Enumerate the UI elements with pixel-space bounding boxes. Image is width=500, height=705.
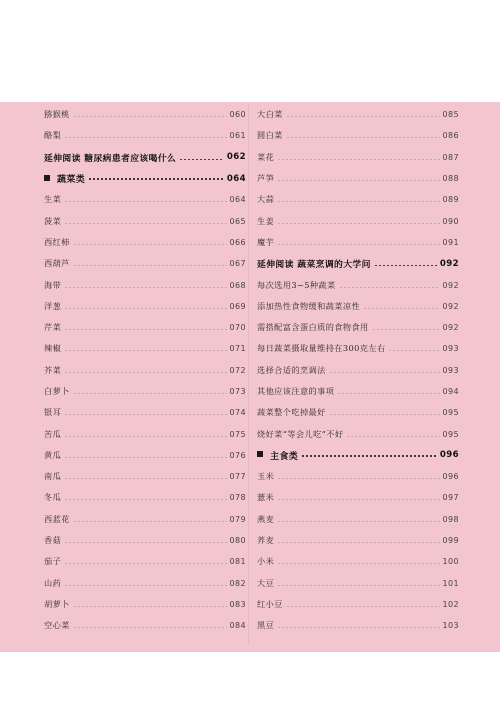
- dot-leader: [73, 606, 227, 607]
- toc-section-heading[interactable]: [44, 168, 246, 189]
- toc-page-number: 092: [442, 301, 459, 311]
- dot-leader: [363, 308, 439, 309]
- toc-entry[interactable]: [44, 487, 246, 508]
- toc-page-number: 085: [442, 110, 459, 120]
- toc-page-number: 100: [442, 557, 459, 567]
- toc-page-number: 066: [229, 237, 246, 247]
- toc-entry-label: 荞麦: [257, 535, 275, 546]
- toc-page-number: 084: [229, 621, 246, 631]
- toc-entry-label: 芥菜: [44, 364, 62, 375]
- toc-entry[interactable]: [44, 360, 246, 381]
- dot-leader: [88, 178, 224, 179]
- toc-entry[interactable]: [44, 423, 246, 444]
- toc-entry-label: 酪梨: [44, 130, 62, 141]
- toc-entry-label: 延伸阅读 糖尿病患者应该喝什么: [44, 153, 177, 164]
- toc-page-number: 099: [442, 536, 459, 546]
- toc-page-number: 080: [229, 536, 246, 546]
- dot-leader: [73, 521, 227, 522]
- toc-entry[interactable]: [257, 402, 459, 423]
- dot-leader: [64, 542, 226, 543]
- toc-extended-reading-entry[interactable]: [257, 253, 459, 274]
- toc-entry-label: 烧好菜“等会儿吃”不好: [257, 428, 344, 439]
- toc-entry-label: 燕麦: [257, 513, 275, 524]
- dot-leader: [388, 350, 439, 351]
- toc-entry[interactable]: [257, 296, 459, 317]
- toc-entry[interactable]: [257, 168, 459, 189]
- toc-entry[interactable]: [44, 338, 246, 359]
- dot-leader: [64, 308, 226, 309]
- toc-right-column: [257, 104, 459, 636]
- dot-leader: [277, 521, 439, 522]
- dot-leader: [64, 350, 226, 351]
- toc-entry-label: 红小豆: [257, 598, 283, 609]
- toc-entry-label: 黄瓜: [44, 449, 62, 460]
- toc-page-number: 061: [229, 131, 246, 141]
- toc-page-number: 068: [229, 280, 246, 290]
- toc-entry-label: 其他应该注意的事项: [257, 386, 335, 396]
- toc-entry[interactable]: [257, 210, 459, 231]
- dot-leader: [277, 180, 439, 181]
- toc-entry-label: 白萝卜: [44, 386, 70, 396]
- toc-entry-label: 延伸阅读 蔬菜烹调的大学问: [257, 260, 371, 271]
- toc-entry-label: 生菜: [44, 194, 62, 205]
- toc-page-number: 102: [442, 599, 459, 609]
- toc-page-number: 098: [442, 514, 459, 524]
- toc-entry[interactable]: [257, 189, 459, 210]
- toc-page-number: 062: [226, 152, 246, 163]
- dot-leader: [179, 159, 224, 160]
- toc-entry[interactable]: [44, 509, 246, 530]
- toc-entry-label: 菠菜: [44, 215, 62, 226]
- toc-entry-label: 魔芋: [257, 236, 275, 247]
- toc-entry-label: 蔬菜类: [57, 175, 86, 186]
- dot-leader: [64, 436, 226, 437]
- toc-page-number: 067: [229, 259, 246, 269]
- dot-leader: [337, 393, 439, 394]
- toc-page-number: 070: [229, 323, 246, 333]
- toc-entry-label: 薏米: [257, 492, 275, 503]
- dot-leader: [64, 478, 226, 479]
- toc-entry[interactable]: [257, 509, 459, 530]
- toc-entry-label: 蔬菜整个吃掉最好: [257, 407, 326, 418]
- toc-entry-label: 冬瓜: [44, 492, 62, 503]
- toc-entry-label: 猕猴桃: [44, 109, 70, 120]
- dot-leader: [372, 329, 440, 330]
- toc-entry-label: 西红柿: [44, 236, 70, 247]
- dot-leader: [339, 287, 440, 288]
- toc-entry[interactable]: [257, 317, 459, 338]
- toc-entry-label: 芹菜: [44, 322, 62, 333]
- dot-leader: [286, 116, 440, 117]
- dot-leader: [277, 627, 439, 628]
- toc-entry-label: 香菇: [44, 535, 62, 546]
- toc-left-column: [44, 104, 246, 636]
- toc-entry-label: 茄子: [44, 556, 62, 567]
- toc-entry-label: 山药: [44, 577, 62, 588]
- toc-page-number: 092: [439, 258, 459, 269]
- toc-page-number: 069: [229, 301, 246, 311]
- toc-entry[interactable]: [257, 487, 459, 508]
- dot-leader: [346, 436, 439, 437]
- toc-page-number: 091: [442, 237, 459, 247]
- toc-entry-label: 大蒜: [257, 194, 275, 205]
- toc-page-number: 089: [442, 195, 459, 205]
- toc-page-number: 092: [442, 280, 459, 290]
- toc-entry-label: 空心菜: [44, 620, 70, 631]
- dot-leader: [64, 585, 226, 586]
- toc-entry[interactable]: [257, 274, 459, 295]
- toc-entry-label: 添加热性食物缓和蔬菜凉性: [257, 300, 361, 311]
- toc-page-number: 075: [229, 429, 246, 439]
- toc-entry-label: 每次选用3~5种蔬菜: [257, 279, 336, 290]
- dot-leader: [277, 542, 439, 543]
- toc-entry-label: 生姜: [257, 215, 275, 226]
- toc-entry[interactable]: [44, 189, 246, 210]
- toc-entry[interactable]: [257, 594, 459, 615]
- dot-leader: [277, 201, 439, 202]
- toc-page-number: 093: [442, 344, 459, 354]
- toc-entry[interactable]: [44, 530, 246, 551]
- toc-entry[interactable]: [44, 210, 246, 231]
- toc-page-number: 060: [229, 110, 246, 120]
- toc-entry[interactable]: [257, 125, 459, 146]
- toc-entry-label: 辣椒: [44, 343, 62, 354]
- toc-entry-label: 银耳: [44, 407, 62, 418]
- toc-entry-label: 圆白菜: [257, 130, 283, 141]
- dot-leader: [277, 159, 439, 160]
- toc-page-number: 088: [442, 174, 459, 184]
- toc-entry-label: 菜花: [257, 151, 275, 162]
- toc-page-number: 090: [442, 216, 459, 226]
- toc-section-heading[interactable]: [257, 445, 459, 466]
- dot-leader: [301, 455, 437, 456]
- toc-entry[interactable]: [44, 551, 246, 572]
- toc-page-number: 082: [229, 578, 246, 588]
- toc-entry[interactable]: [257, 232, 459, 253]
- toc-entry[interactable]: [257, 381, 459, 402]
- dot-leader: [277, 244, 439, 245]
- toc-entry[interactable]: [44, 253, 246, 274]
- toc-entry[interactable]: [257, 423, 459, 444]
- toc-entry-label: 大白菜: [257, 109, 283, 120]
- toc-page-number: 094: [442, 387, 459, 396]
- dot-leader: [277, 563, 439, 564]
- toc-page-number: 092: [442, 323, 459, 333]
- toc-entry-label: 黑豆: [257, 620, 275, 631]
- dot-leader: [329, 414, 440, 415]
- toc-entry[interactable]: [44, 573, 246, 594]
- toc-entry[interactable]: [44, 402, 246, 423]
- toc-page-number: 087: [442, 152, 459, 162]
- toc-page-number: 103: [442, 621, 459, 631]
- toc-page-number: 064: [229, 195, 246, 205]
- toc-entry-label: 南瓜: [44, 471, 62, 482]
- toc-page-number: 086: [442, 131, 459, 141]
- toc-entry[interactable]: [257, 147, 459, 168]
- toc-page-number: 081: [229, 557, 246, 567]
- dot-leader: [277, 585, 439, 586]
- toc-entry[interactable]: [44, 594, 246, 615]
- toc-entry-label: 海带: [44, 279, 62, 290]
- toc-page-number: 071: [229, 344, 246, 354]
- toc-entry[interactable]: [257, 615, 459, 636]
- toc-entry[interactable]: [44, 125, 246, 146]
- toc-page-number: 101: [442, 578, 459, 588]
- toc-entry[interactable]: [257, 104, 459, 125]
- dot-leader: [64, 137, 226, 138]
- section-square-icon: [44, 175, 50, 181]
- toc-entry[interactable]: [257, 530, 459, 551]
- dot-leader: [277, 478, 439, 479]
- dot-leader: [64, 329, 226, 330]
- dot-leader: [286, 606, 440, 607]
- toc-entry-label: 苦瓜: [44, 428, 62, 439]
- toc-entry-label: 小米: [257, 556, 275, 567]
- toc-entry-label: 主食类: [270, 451, 299, 462]
- dot-leader: [64, 457, 226, 458]
- section-square-icon: [257, 451, 263, 457]
- toc-entry[interactable]: [44, 381, 246, 402]
- toc-page-number: 073: [229, 387, 246, 396]
- dot-leader: [64, 287, 226, 288]
- toc-page-number: 093: [442, 365, 459, 375]
- toc-entry-label: 需搭配富含蛋白质的食物食用: [257, 322, 369, 333]
- toc-entry[interactable]: [257, 338, 459, 359]
- toc-entry-label: 洋葱: [44, 300, 62, 311]
- dot-leader: [277, 223, 439, 224]
- dot-leader: [64, 414, 226, 415]
- toc-page-number: 076: [229, 450, 246, 460]
- toc-entry[interactable]: [44, 317, 246, 338]
- toc-entry[interactable]: [44, 232, 246, 253]
- toc-entry[interactable]: [257, 551, 459, 572]
- toc-entry[interactable]: [44, 466, 246, 487]
- toc-page-number: 072: [229, 365, 246, 375]
- dot-leader: [64, 563, 226, 564]
- dot-leader: [286, 137, 440, 138]
- toc-entry-label: 每日蔬菜摄取量维持在300克左右: [257, 343, 386, 354]
- toc-entry-label: 玉米: [257, 471, 275, 482]
- toc-page-number: 074: [229, 408, 246, 418]
- toc-page-number: 065: [229, 216, 246, 226]
- dot-leader: [374, 265, 437, 266]
- toc-entry[interactable]: [257, 573, 459, 594]
- dot-leader: [73, 627, 227, 628]
- dot-leader: [277, 499, 439, 500]
- toc-entry-label: 西葫芦: [44, 258, 70, 269]
- dot-leader: [64, 201, 226, 202]
- toc-entry-label: 芦笋: [257, 173, 275, 184]
- toc-page-number: 078: [229, 493, 246, 503]
- toc-entry[interactable]: [257, 360, 459, 381]
- dot-leader: [73, 116, 227, 117]
- toc-page-number: 064: [226, 173, 246, 184]
- toc-page-number: 097: [442, 493, 459, 503]
- toc-entry[interactable]: [257, 466, 459, 487]
- dot-leader: [329, 372, 440, 373]
- toc-page-number: 079: [229, 514, 246, 524]
- toc-entry-label: 大豆: [257, 577, 275, 588]
- toc-entry[interactable]: [44, 104, 246, 125]
- toc-extended-reading-entry[interactable]: [44, 147, 246, 168]
- dot-leader: [73, 393, 227, 394]
- toc-entry[interactable]: [44, 274, 246, 295]
- toc-entry[interactable]: [44, 296, 246, 317]
- dot-leader: [64, 223, 226, 224]
- toc-page-number: 096: [439, 450, 459, 461]
- toc-entry-label: 西蓝花: [44, 513, 70, 524]
- toc-entry-label: 选择合适的烹调法: [257, 364, 326, 375]
- dot-leader: [64, 372, 226, 373]
- toc-page-number: 095: [442, 408, 459, 418]
- toc-page-number: 096: [442, 472, 459, 482]
- toc-page-number: 077: [229, 472, 246, 482]
- dot-leader: [73, 265, 227, 266]
- dot-leader: [64, 499, 226, 500]
- toc-entry[interactable]: [44, 445, 246, 466]
- toc-page-number: 083: [229, 599, 246, 609]
- toc-entry[interactable]: [44, 615, 246, 636]
- dot-leader: [73, 244, 227, 245]
- toc-page-number: 095: [442, 429, 459, 439]
- toc-entry-label: 胡萝卜: [44, 598, 70, 609]
